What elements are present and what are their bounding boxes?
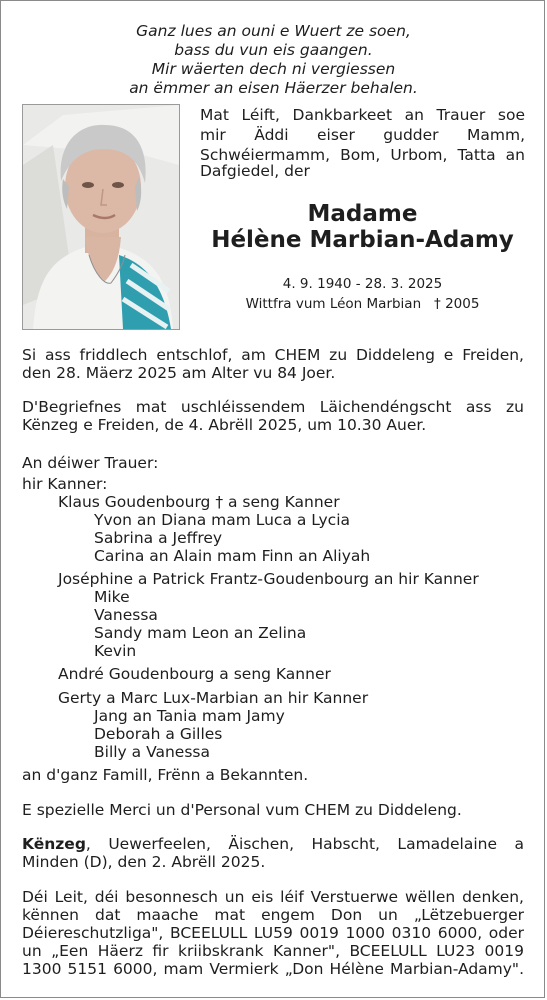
donation-line: Déi Leit, déi besonnesch un eis léif Verstuerwe wëllen denken, xyxy=(22,888,524,906)
deceased-name: Hélène Marbian-Adamy xyxy=(211,227,514,253)
poem-line: bass du vun eis gaangen. xyxy=(174,41,373,59)
death-notice-line: Si ass friddlech entschlof, am CHEM zu Diddeleng e Freiden, xyxy=(22,346,524,364)
family-member: Vanessa xyxy=(94,606,158,624)
place-date-line: Minden (D), den 2. Abrëll 2025. xyxy=(22,853,266,871)
donation-line: 1300 5151 6000, mam Vermierk „Don Hélène Marbian-Adamy". xyxy=(22,960,524,978)
deceased-title: Madame xyxy=(307,201,418,227)
intro-line: Dafgiedel, der xyxy=(200,162,310,180)
funeral-line: Kënzeg e Freiden, de 4. Abrëll 2025, um 10.30 Auer. xyxy=(22,416,427,434)
donation-line: un „Een Häerz fir kriibskrank Kanner", BCEELULL LU23 0019 xyxy=(22,942,524,960)
family-close: an d'ganz Famill, Frënn a Bekannten. xyxy=(22,766,309,784)
family-head: Gerty a Marc Lux-Marbian an hir Kanner xyxy=(58,689,369,707)
mourners-heading: An déiwer Trauer: xyxy=(22,454,159,472)
poem-line: Ganz lues an ouni e Wuert ze soen, xyxy=(136,22,411,40)
life-dates: 4. 9. 1940 - 28. 3. 2025 xyxy=(282,276,443,292)
family-member: Kevin xyxy=(94,642,137,660)
death-notice-line: den 28. Mäerz 2025 am Alter vu 84 Joer. xyxy=(22,364,336,382)
thanks-line: E spezielle Merci un d'Personal vum CHEM zu Diddeleng. xyxy=(22,801,462,819)
funeral-line: D'Begriefnes mat uschléissendem Läichendéngscht ass zu xyxy=(22,398,524,416)
poem-line: Mir wäerten dech ni vergiessen xyxy=(151,60,396,78)
intro-line: Schwéiermamm, Bom, Urbom, Tatta an xyxy=(200,146,525,164)
family-member: Deborah a Gilles xyxy=(94,725,223,743)
widow-of: Wittfra vum Léon Marbian xyxy=(245,296,422,312)
place-bold: Kënzeg xyxy=(22,835,86,853)
place-rest: , Uewerfeelen, Äischen, Habscht, Lamadelaine a xyxy=(85,835,524,853)
family-member: Yvon an Diana mam Luca a Lycia xyxy=(94,511,351,529)
donation-line: kënnen dat maache mat engem Don un „Lëtzebuerger xyxy=(22,906,524,924)
family-member: Sandy mam Leon an Zelina xyxy=(94,624,307,642)
family-head: Joséphine a Patrick Frantz-Goudenbourg an hir Kanner xyxy=(58,570,479,588)
family-member: Mike xyxy=(94,588,130,606)
intro-line: mir Äddi eiser gudder Mamm, xyxy=(200,126,525,144)
intro-line: Mat Léift, Dankbarkeet an Trauer soe xyxy=(200,106,525,124)
donation-line: Déiereschutzliga", BCEELULL LU59 0019 1000 0310 6000, oder xyxy=(22,924,524,942)
portrait-photo xyxy=(22,104,180,330)
poem-line: an ëmmer an eisen Häerzer behalen. xyxy=(129,79,418,97)
widow-year: 2005 xyxy=(445,296,480,312)
family-head: Klaus Goudenbourg † a seng Kanner xyxy=(58,493,340,511)
family-member: Jang an Tania mam Jamy xyxy=(94,707,285,725)
place-line xyxy=(22,835,524,853)
family-head: André Goudenbourg a seng Kanner xyxy=(58,665,331,683)
family-member: Sabrina a Jeffrey xyxy=(94,529,223,547)
family-member: Carina an Alain mam Finn an Aliyah xyxy=(94,547,371,565)
cross-symbol: † xyxy=(434,296,441,312)
children-heading: hir Kanner: xyxy=(22,475,108,493)
widow-line xyxy=(180,295,545,313)
family-member: Billy a Vanessa xyxy=(94,743,210,761)
